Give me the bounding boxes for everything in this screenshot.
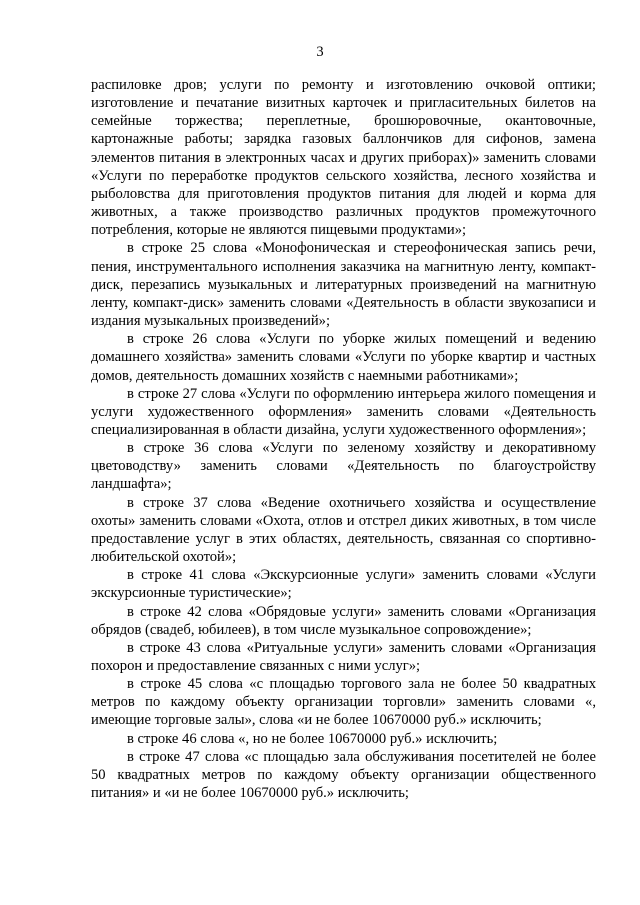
paragraph-line-42: в строке 42 слова «Обрядовые услуги» заменить словами «Организация обрядов (свадеб, юбилеев), в том числе музыкальное сопровождение»; <box>91 603 596 638</box>
paragraph-line-46: в строке 46 слова «, но не более 10670000 руб.» исключить; <box>127 730 498 747</box>
paragraph-line-45: в строке 45 слова «с площадью торгового зала не более 50 квадратных метров по каждому объекту организации торговли» заменить словами «, имеющие торговые залы», слова «и не более 10670000 руб.» исключить; <box>91 676 596 729</box>
paragraph-line-26: в строке 26 слова «Услуги по уборке жилых помещений и ведению домашнего хозяйства» заменить словами «Услуги по уборке квартир и частных домов, деятельность домашних хозяйств с наемными работниками»; <box>91 331 596 384</box>
paragraph-line-25: в строке 25 слова «Монофоническая и стереофоническая запись речи, пения, инструментального исполнения заказчика на магнитную ленту, компакт-диск, перезапись музыкальных и литературных произведений на магнитную ленту, компакт-диск» заменить словами «Деятельность в области звукозаписи и издания музыкальных произведений»; <box>91 240 596 330</box>
paragraph-continuation: распиловке дров; услуги по ремонту и изготовлению очковой оптики; изготовление и печатание визитных карточек и пригласительных билетов на семейные торжества; переплетные, брошюровочные, окантовочные, картонажные работы; зарядка газовых баллончиков для сифонов, замена элементов питания в электронных часах и других приборах)» заменить словами «Услуги по переработке продуктов сельского хозяйства, лесного хозяйства и рыболовства для приготовления продуктов питания для людей и корма для животных, а также производство различных продуктов промежуточного потребления, которые не являются пищевыми продуктами»; <box>91 77 596 239</box>
paragraph-line-36: в строке 36 слова «Услуги по зеленому хозяйству и декоративному цветоводству» заменить словами «Деятельность по благоустройству ландшафта»; <box>91 440 596 493</box>
paragraph-line-37: в строке 37 слова «Ведение охотничьего хозяйства и осуществление охоты» заменить словами «Охота, отлов и отстрел диких животных, в том числе предоставление услуг в этих областях, деятельность, связанная со спортивно-любительской охотой»; <box>91 494 596 566</box>
paragraph-line-43: в строке 43 слова «Ритуальные услуги» заменить словами «Организация похорон и предоставление связанных с ними услуг»; <box>91 639 596 674</box>
document-body <box>91 76 596 802</box>
paragraph-line-41: в строке 41 слова «Экскурсионные услуги» заменить словами «Услуги экскурсионные туристические»; <box>91 567 596 602</box>
paragraph-line-47: в строке 47 слова «с площадью зала обслуживания посетителей не более 50 квадратных метров по каждому объекту организации общественного питания» и «и не более 10670000 руб.» исключить; <box>91 748 596 802</box>
page-number: 3 <box>316 44 324 60</box>
paragraph-line-27: в строке 27 слова «Услуги по оформлению интерьера жилого помещения и услуги художественного оформления» заменить словами «Деятельность специализированная в области дизайна, услуги художественного оформления»; <box>91 385 596 438</box>
